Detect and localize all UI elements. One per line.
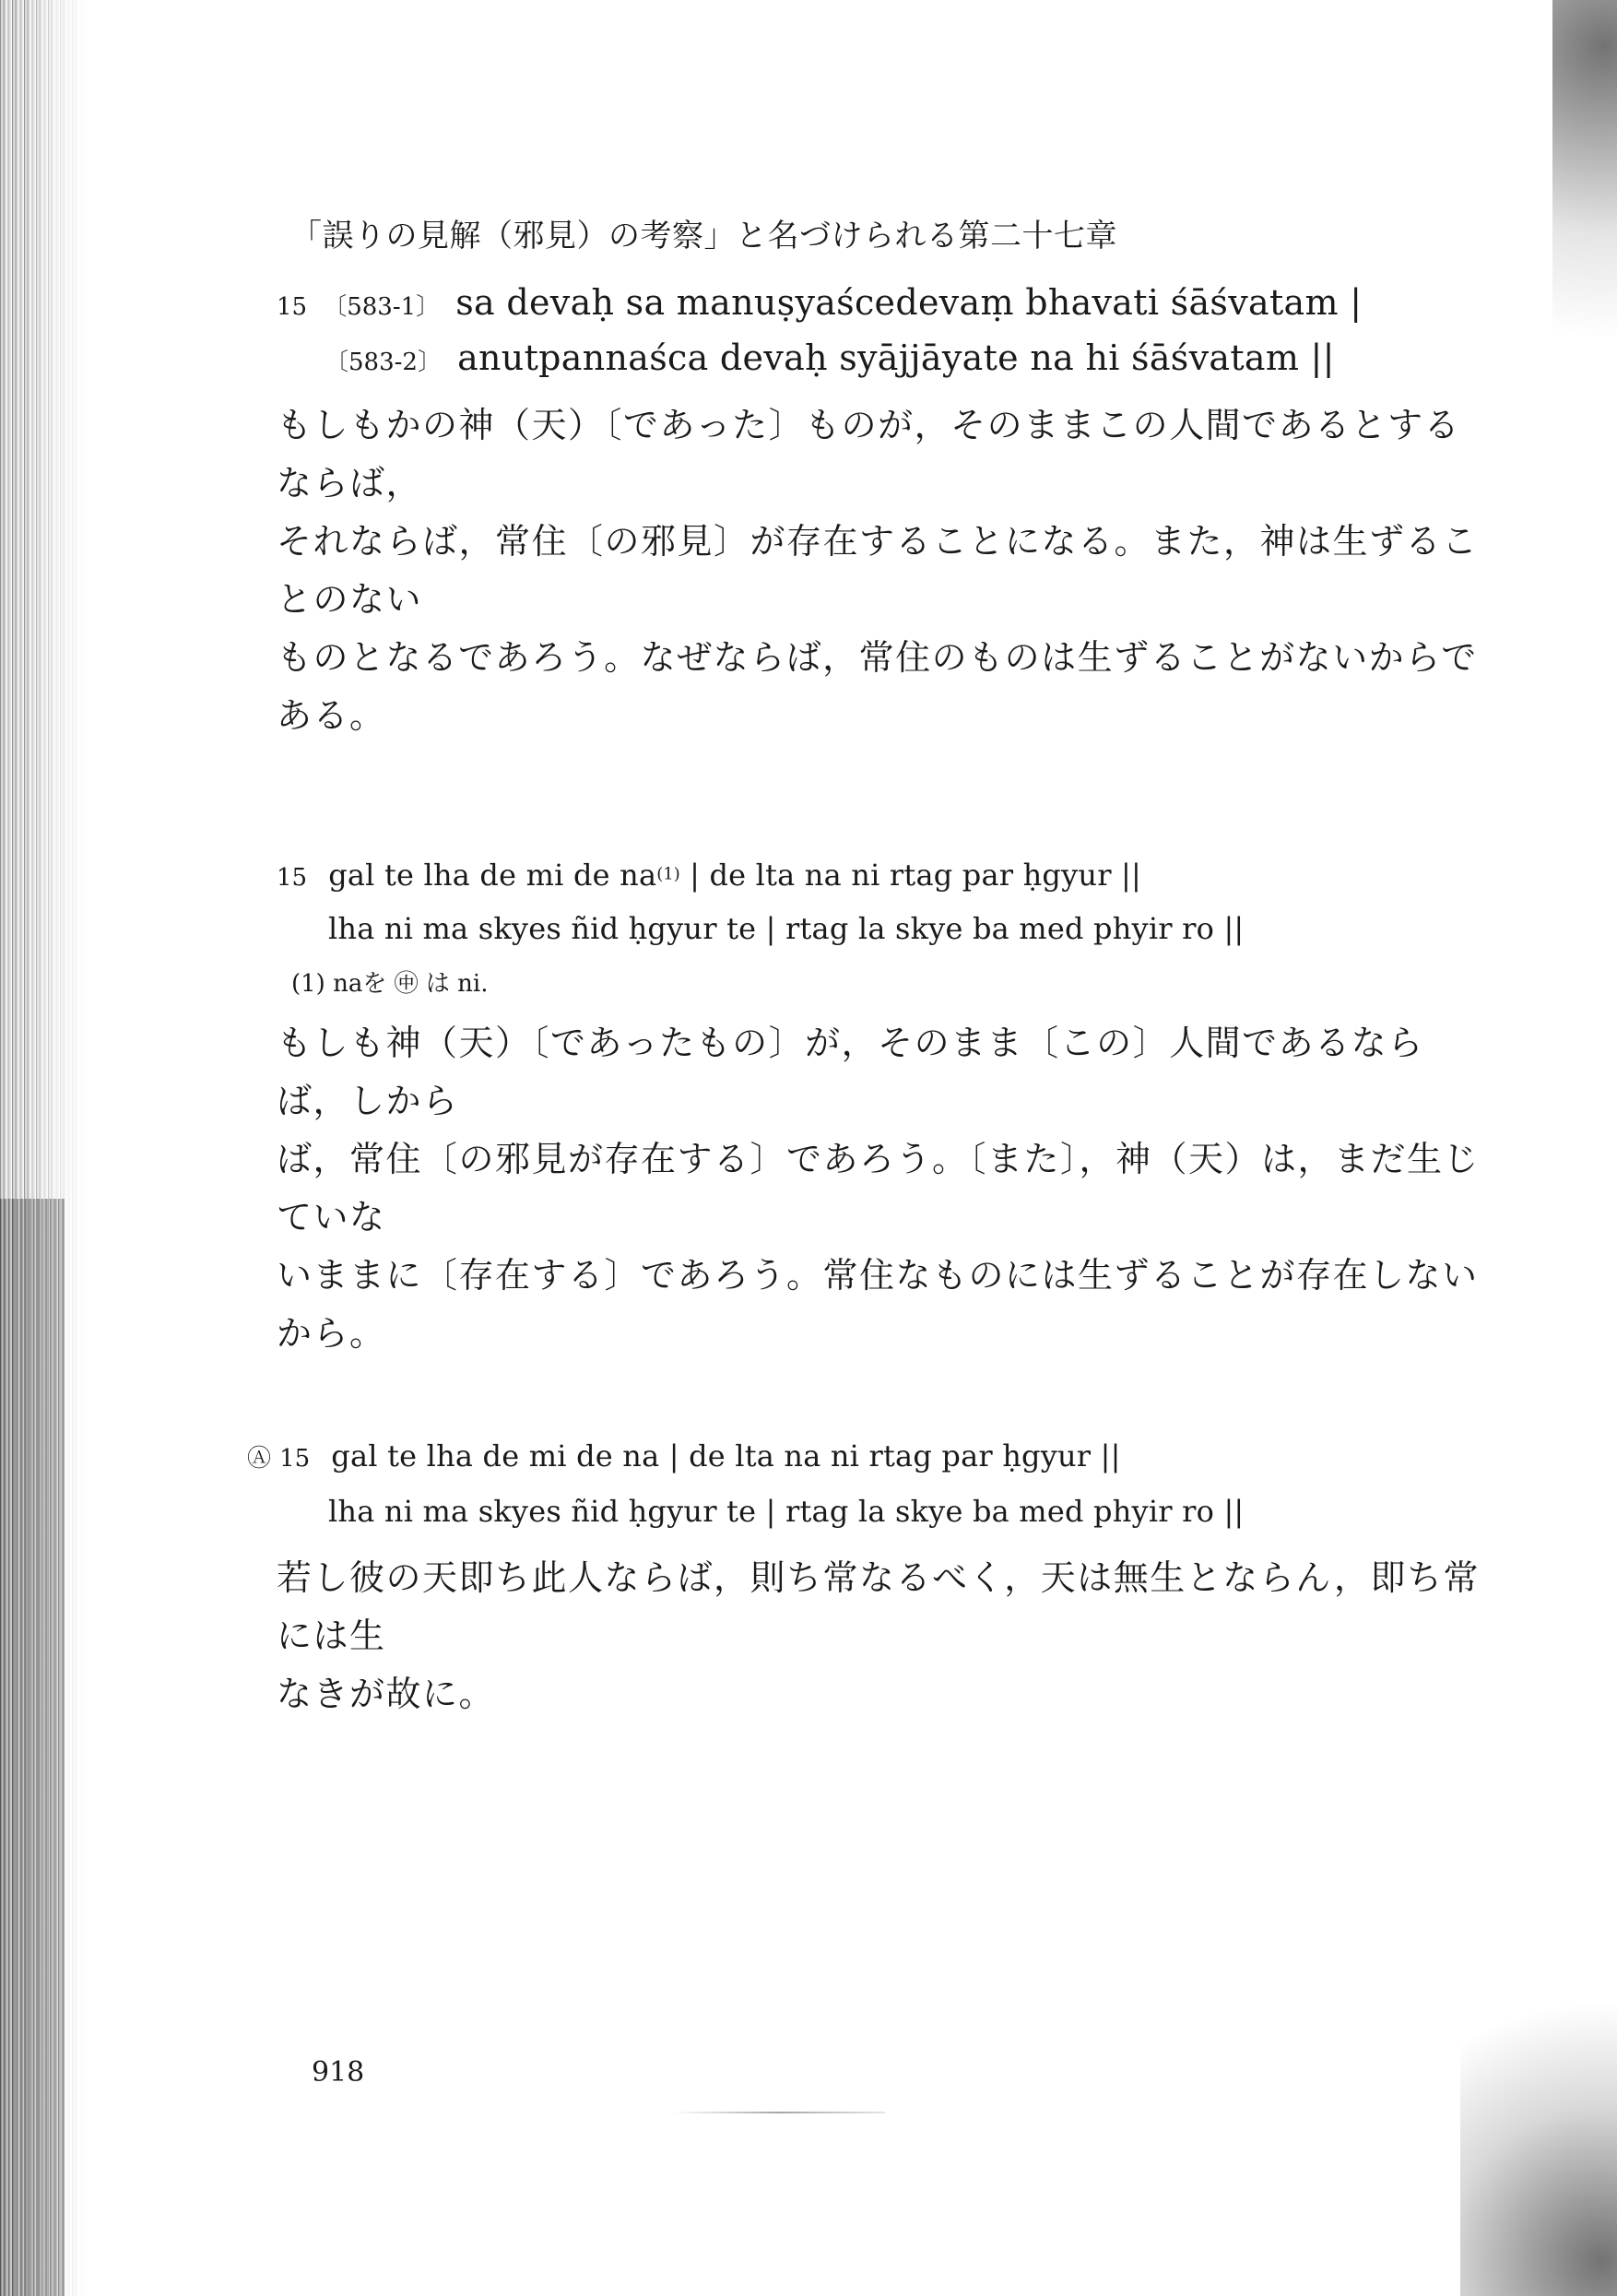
sanskrit-text: anutpannaśca devaḥ syājjāyate na hi śāśvatam || bbox=[457, 337, 1335, 378]
translation-line: 若し彼の天即ち此人ならば，則ち常なるべく，天は無生とならん，即ち常には生 bbox=[277, 1557, 1481, 1656]
tibetan-text: gal te lha de mi de na bbox=[328, 858, 657, 893]
sanskrit-line-2 bbox=[325, 337, 1335, 378]
translation-line: ば，常住〔の邪見が存在する〕であろう。〔また〕，神（天）は，まだ生じていな bbox=[277, 1139, 1481, 1237]
scan-stray-line bbox=[673, 2112, 885, 2113]
sanskrit-line-1 bbox=[277, 282, 1362, 323]
verse-number: 15 bbox=[277, 293, 308, 321]
verse-ref: 〔583-1〕 bbox=[323, 293, 441, 321]
tibetan-line-2: lha ni ma skyes ñid ḥgyur te | rtag la skye ba med phyir ro || bbox=[328, 911, 1245, 946]
chapter-heading: 「誤りの見解（邪見）の考察」と名づけられる第二十七章 bbox=[290, 218, 1117, 254]
verse-number: 15 bbox=[279, 1445, 311, 1473]
tibetan-text: gal te lha de mi de na | de lta na ni rtag par ḥgyur || bbox=[331, 1438, 1121, 1473]
annotated-translation bbox=[277, 1549, 1493, 1723]
sanskrit-translation bbox=[277, 396, 1493, 745]
annotated-line-2: lha ni ma skyes ñid ḥgyur te | rtag la skye ba med phyir ro || bbox=[328, 1494, 1245, 1529]
annotated-line-1 bbox=[247, 1438, 1121, 1473]
verse-number: 15 bbox=[277, 864, 308, 892]
translation-line: もしも神（天）〔であったもの〕が，そのまま〔この〕人間であるならば，しから bbox=[277, 1023, 1424, 1121]
scan-edge-right-top bbox=[1552, 0, 1617, 461]
translation-line: ものとなるであろう。なぜならば，常住のものは生ずることがないからである。 bbox=[277, 637, 1478, 736]
translation-line: それならば，常住〔の邪見〕が存在することになる。また，神は生ずることのない bbox=[277, 521, 1479, 620]
translation-line: いままに〔存在する〕であろう。常住なものには生ずることが存在しないから。 bbox=[277, 1255, 1479, 1354]
tibetan-footnote: (1) naを ㊥ は ni. bbox=[291, 970, 489, 998]
circled-a-marker: Ⓐ bbox=[247, 1445, 272, 1473]
footnote-mark: (1) bbox=[656, 864, 680, 884]
tibetan-translation bbox=[277, 1014, 1493, 1363]
tibetan-text: | de lta na ni rtag par ḥgyur || bbox=[679, 858, 1142, 893]
sanskrit-text: sa devaḥ sa manuṣyaścedevaṃ bhavati śāśvatam | bbox=[455, 282, 1363, 323]
verse-ref: 〔583-2〕 bbox=[325, 349, 442, 376]
page-number: 918 bbox=[312, 2056, 365, 2089]
scan-edge-right-bottom bbox=[1460, 1946, 1617, 2296]
tibetan-line-1 bbox=[277, 858, 1141, 893]
translation-line: もしもかの神（天）〔であった〕ものが，そのままこの人間であるとするならば， bbox=[277, 405, 1461, 503]
scan-edge-left-bottom bbox=[0, 1199, 65, 2296]
translation-line: なきが故に。 bbox=[277, 1674, 496, 1714]
